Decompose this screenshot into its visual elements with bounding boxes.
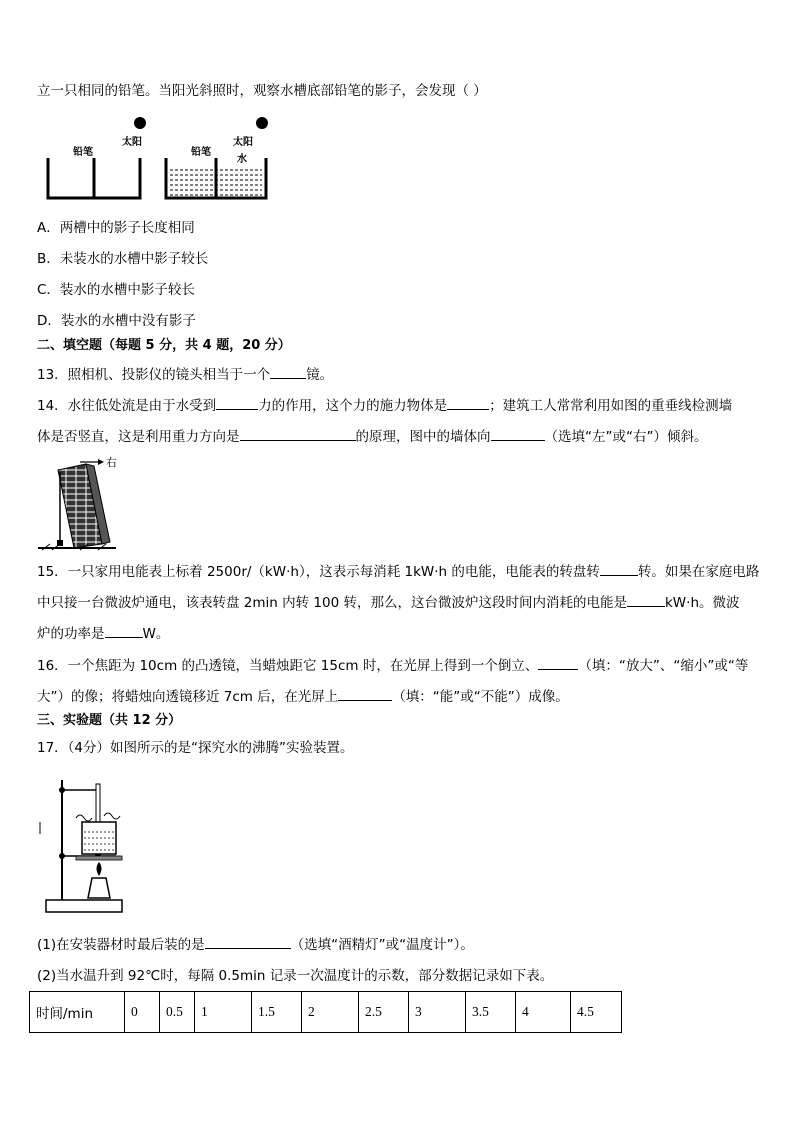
q15-blank-1[interactable] xyxy=(600,561,638,576)
q15-blank-2[interactable] xyxy=(627,592,665,607)
q13-blank[interactable] xyxy=(270,364,306,379)
stand-base-icon xyxy=(46,900,122,912)
q16-l1-a: 16．一个焦距为 10cm 的凸透镜，当蜡烛距它 15cm 时，在光屏上得到一个倒立、 xyxy=(37,658,539,674)
q17-apparatus-figure xyxy=(36,770,132,918)
q12-figure xyxy=(40,112,280,204)
label-pencil-left: 铅笔 xyxy=(73,147,93,158)
q14-blank-4[interactable] xyxy=(491,426,545,441)
q14-l1-a: 14．水往低处流是由于水受到 xyxy=(37,398,217,414)
sun-right-icon xyxy=(256,117,268,129)
q12-option-a: A．两槽中的影子长度相同 xyxy=(37,220,195,236)
q14-wall-figure xyxy=(36,452,126,552)
q15-line3 xyxy=(37,623,169,644)
q17-sub2: (2)当水温升到 92℃时，每隔 0.5min 记录一次温度计的示数，部分数据记录如下表。 xyxy=(37,968,554,984)
table-cell: 1 xyxy=(195,992,252,1033)
q17-blank-1[interactable] xyxy=(205,934,291,949)
section3-title: 三、实验题（共 12 分） xyxy=(37,713,182,728)
sun-left-icon xyxy=(134,117,146,129)
table-cell: 1.5 xyxy=(252,992,302,1033)
label-sun-left: 太阳 xyxy=(122,137,142,148)
table-cell: 3 xyxy=(409,992,466,1033)
q15-l2-a: 中只接一台微波炉通电，该表转盘 2min 内转 100 转，那么，这台微波炉这段时间内消耗的电能是 xyxy=(37,595,627,611)
q15-l1-b: 转。如果在家庭电路 xyxy=(637,564,760,580)
label-water: 水 xyxy=(237,154,247,165)
q15-l3-a: 炉的功率是 xyxy=(37,626,105,642)
q16-l1-b: （填：“放大”、“缩小”或“等 xyxy=(578,658,749,674)
flame-icon xyxy=(97,862,102,876)
q15-l3-b: W。 xyxy=(142,626,170,642)
section2-title: 二、填空题（每题 5 分，共 4 题，20 分） xyxy=(37,338,291,353)
table-cell: 2.5 xyxy=(359,992,409,1033)
q16-line1 xyxy=(37,655,748,676)
alcohol-lamp-icon xyxy=(88,878,110,898)
table-cell: 4 xyxy=(516,992,571,1033)
label-pencil-right: 铅笔 xyxy=(191,147,211,158)
q14-blank-3[interactable] xyxy=(240,426,356,441)
q16-l2-b: （填：“能”或“不能”）成像。 xyxy=(392,689,569,705)
q15-line1 xyxy=(37,561,759,582)
q12-stem: 立一只相同的铅笔。当阳光斜照时，观察水槽底部铅笔的影子，会发现（ ） xyxy=(37,83,487,99)
q14-l2-a: 体是否竖直，这是利用重力方向是 xyxy=(37,429,240,445)
table-cell: 2 xyxy=(302,992,359,1033)
empty-trough xyxy=(48,117,146,198)
beaker-icon xyxy=(82,822,116,854)
table-cell: 4.5 xyxy=(571,992,622,1033)
q14-l1-b: 力的作用，这个力的施力物体是 xyxy=(258,398,448,414)
q16-blank-1[interactable] xyxy=(538,655,578,670)
table-header-time: 时间/min xyxy=(30,992,125,1033)
q16-blank-2[interactable] xyxy=(338,686,392,701)
q12-option-d: D．装水的水槽中没有影子 xyxy=(37,313,196,329)
q14-line1 xyxy=(37,395,732,416)
q13-text-a: 13．照相机、投影仪的镜头相当于一个 xyxy=(37,367,271,383)
q17-sub1 xyxy=(37,934,474,955)
label-sun-right: 太阳 xyxy=(233,137,253,148)
q14-l2-c: （选填“左”或“右”）倾斜。 xyxy=(544,429,708,445)
q14-line2 xyxy=(37,426,707,447)
q12-option-b: B．未装水的水槽中影子较长 xyxy=(37,251,209,267)
table-cell: 0 xyxy=(125,992,160,1033)
q17-sub1-a: (1)在安装器材时最后装的是 xyxy=(37,937,205,953)
water-trough xyxy=(166,117,268,198)
q14-blank-2[interactable] xyxy=(447,395,489,410)
q15-l2-b: kW·h。微波 xyxy=(664,595,740,611)
q14-l1-c: ；建筑工人常常利用如图的重垂线检测墙 xyxy=(489,398,733,414)
q15-blank-3[interactable] xyxy=(105,623,143,638)
q15-l1-a: 15．一只家用电能表上标着 2500r/（kW·h），这表示每消耗 1kW·h 的电能，电能表的转盘转 xyxy=(37,564,600,580)
time-data-table xyxy=(29,991,622,1033)
label-right: 右 xyxy=(106,456,117,469)
q16-line2 xyxy=(37,686,569,707)
q16-l2-a: 大”）的像；将蜡烛向透镜移近 7cm 后，在光屏上 xyxy=(37,689,339,705)
q14-blank-1[interactable] xyxy=(216,395,258,410)
q13 xyxy=(37,364,333,385)
table-cell: 0.5 xyxy=(160,992,195,1033)
q13-text-b: 镜。 xyxy=(306,367,334,383)
q14-l2-b: 的原理，图中的墙体向 xyxy=(355,429,491,445)
q17-sub1-b: （选填“酒精灯”或“温度计”）。 xyxy=(290,937,474,953)
q17-stem: 17．（4分）如图所示的是“探究水的沸腾”实验装置。 xyxy=(37,740,354,756)
table-row xyxy=(30,992,622,1033)
table-cell: 3.5 xyxy=(466,992,516,1033)
q12-option-c: C．装水的水槽中影子较长 xyxy=(37,282,195,298)
q15-line2 xyxy=(37,592,740,613)
